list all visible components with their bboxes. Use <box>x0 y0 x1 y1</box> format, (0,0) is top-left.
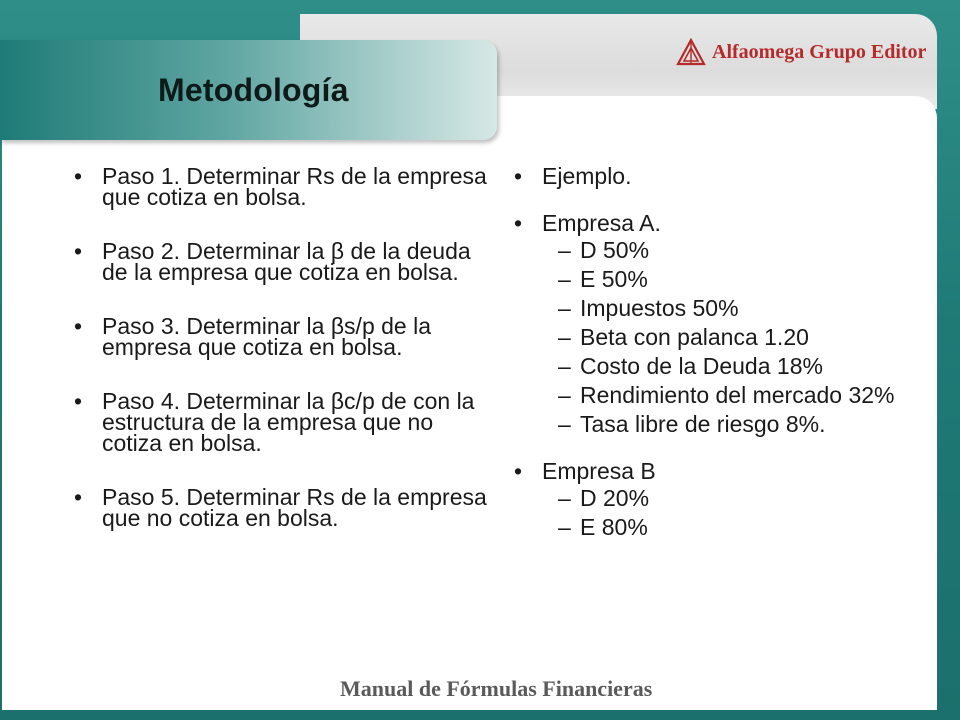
company-a <box>510 210 910 437</box>
company-b-details <box>542 485 910 540</box>
detail-item: – Costo de la Deuda 18% <box>542 356 910 377</box>
example-column <box>510 163 910 564</box>
detail-item: – Beta con palanca 1.20 <box>542 327 910 348</box>
company-a-label: Empresa A. <box>542 210 661 236</box>
detail-item: – D 50% <box>542 240 910 261</box>
steps-column <box>70 163 490 562</box>
publisher-logo <box>676 38 926 66</box>
detail-item: – Rendimiento del mercado 32% <box>542 385 910 406</box>
example-label-text: Ejemplo. <box>542 163 632 189</box>
company-b <box>510 458 910 540</box>
example-list <box>510 163 910 540</box>
detail-item: – D 20% <box>542 488 910 509</box>
footer-title: Manual de Fórmulas Financieras <box>340 676 653 701</box>
detail-item: – E 50% <box>542 269 910 290</box>
steps-list <box>70 163 490 531</box>
company-a-details <box>542 237 910 437</box>
slide-title: Metodología <box>158 72 349 108</box>
detail-item: – Impuestos 50% <box>542 298 910 319</box>
step-item: • Paso 2. Determinar la β de la deuda de la empresa que cotiza en bolsa. <box>70 241 490 283</box>
detail-item: – E 80% <box>542 517 910 538</box>
step-item: • Paso 5. Determinar Rs de la empresa que no cotiza en bolsa. <box>70 487 490 529</box>
step-item: • Paso 4. Determinar la βc/p de con la estructura de la empresa que no cotiza en bolsa. <box>70 391 490 454</box>
step-item: • Paso 1. Determinar Rs de la empresa que cotiza en bolsa. <box>70 166 490 208</box>
brand-name: Alfaomega Grupo Editor <box>712 40 927 63</box>
detail-item: – Tasa libre de riesgo 8%. <box>542 414 910 435</box>
step-item: • Paso 3. Determinar la βs/p de la empresa que cotiza en bolsa. <box>70 316 490 358</box>
alfaomega-triangle-icon <box>676 38 706 66</box>
example-label <box>510 163 910 189</box>
company-b-label: Empresa B <box>542 458 656 484</box>
